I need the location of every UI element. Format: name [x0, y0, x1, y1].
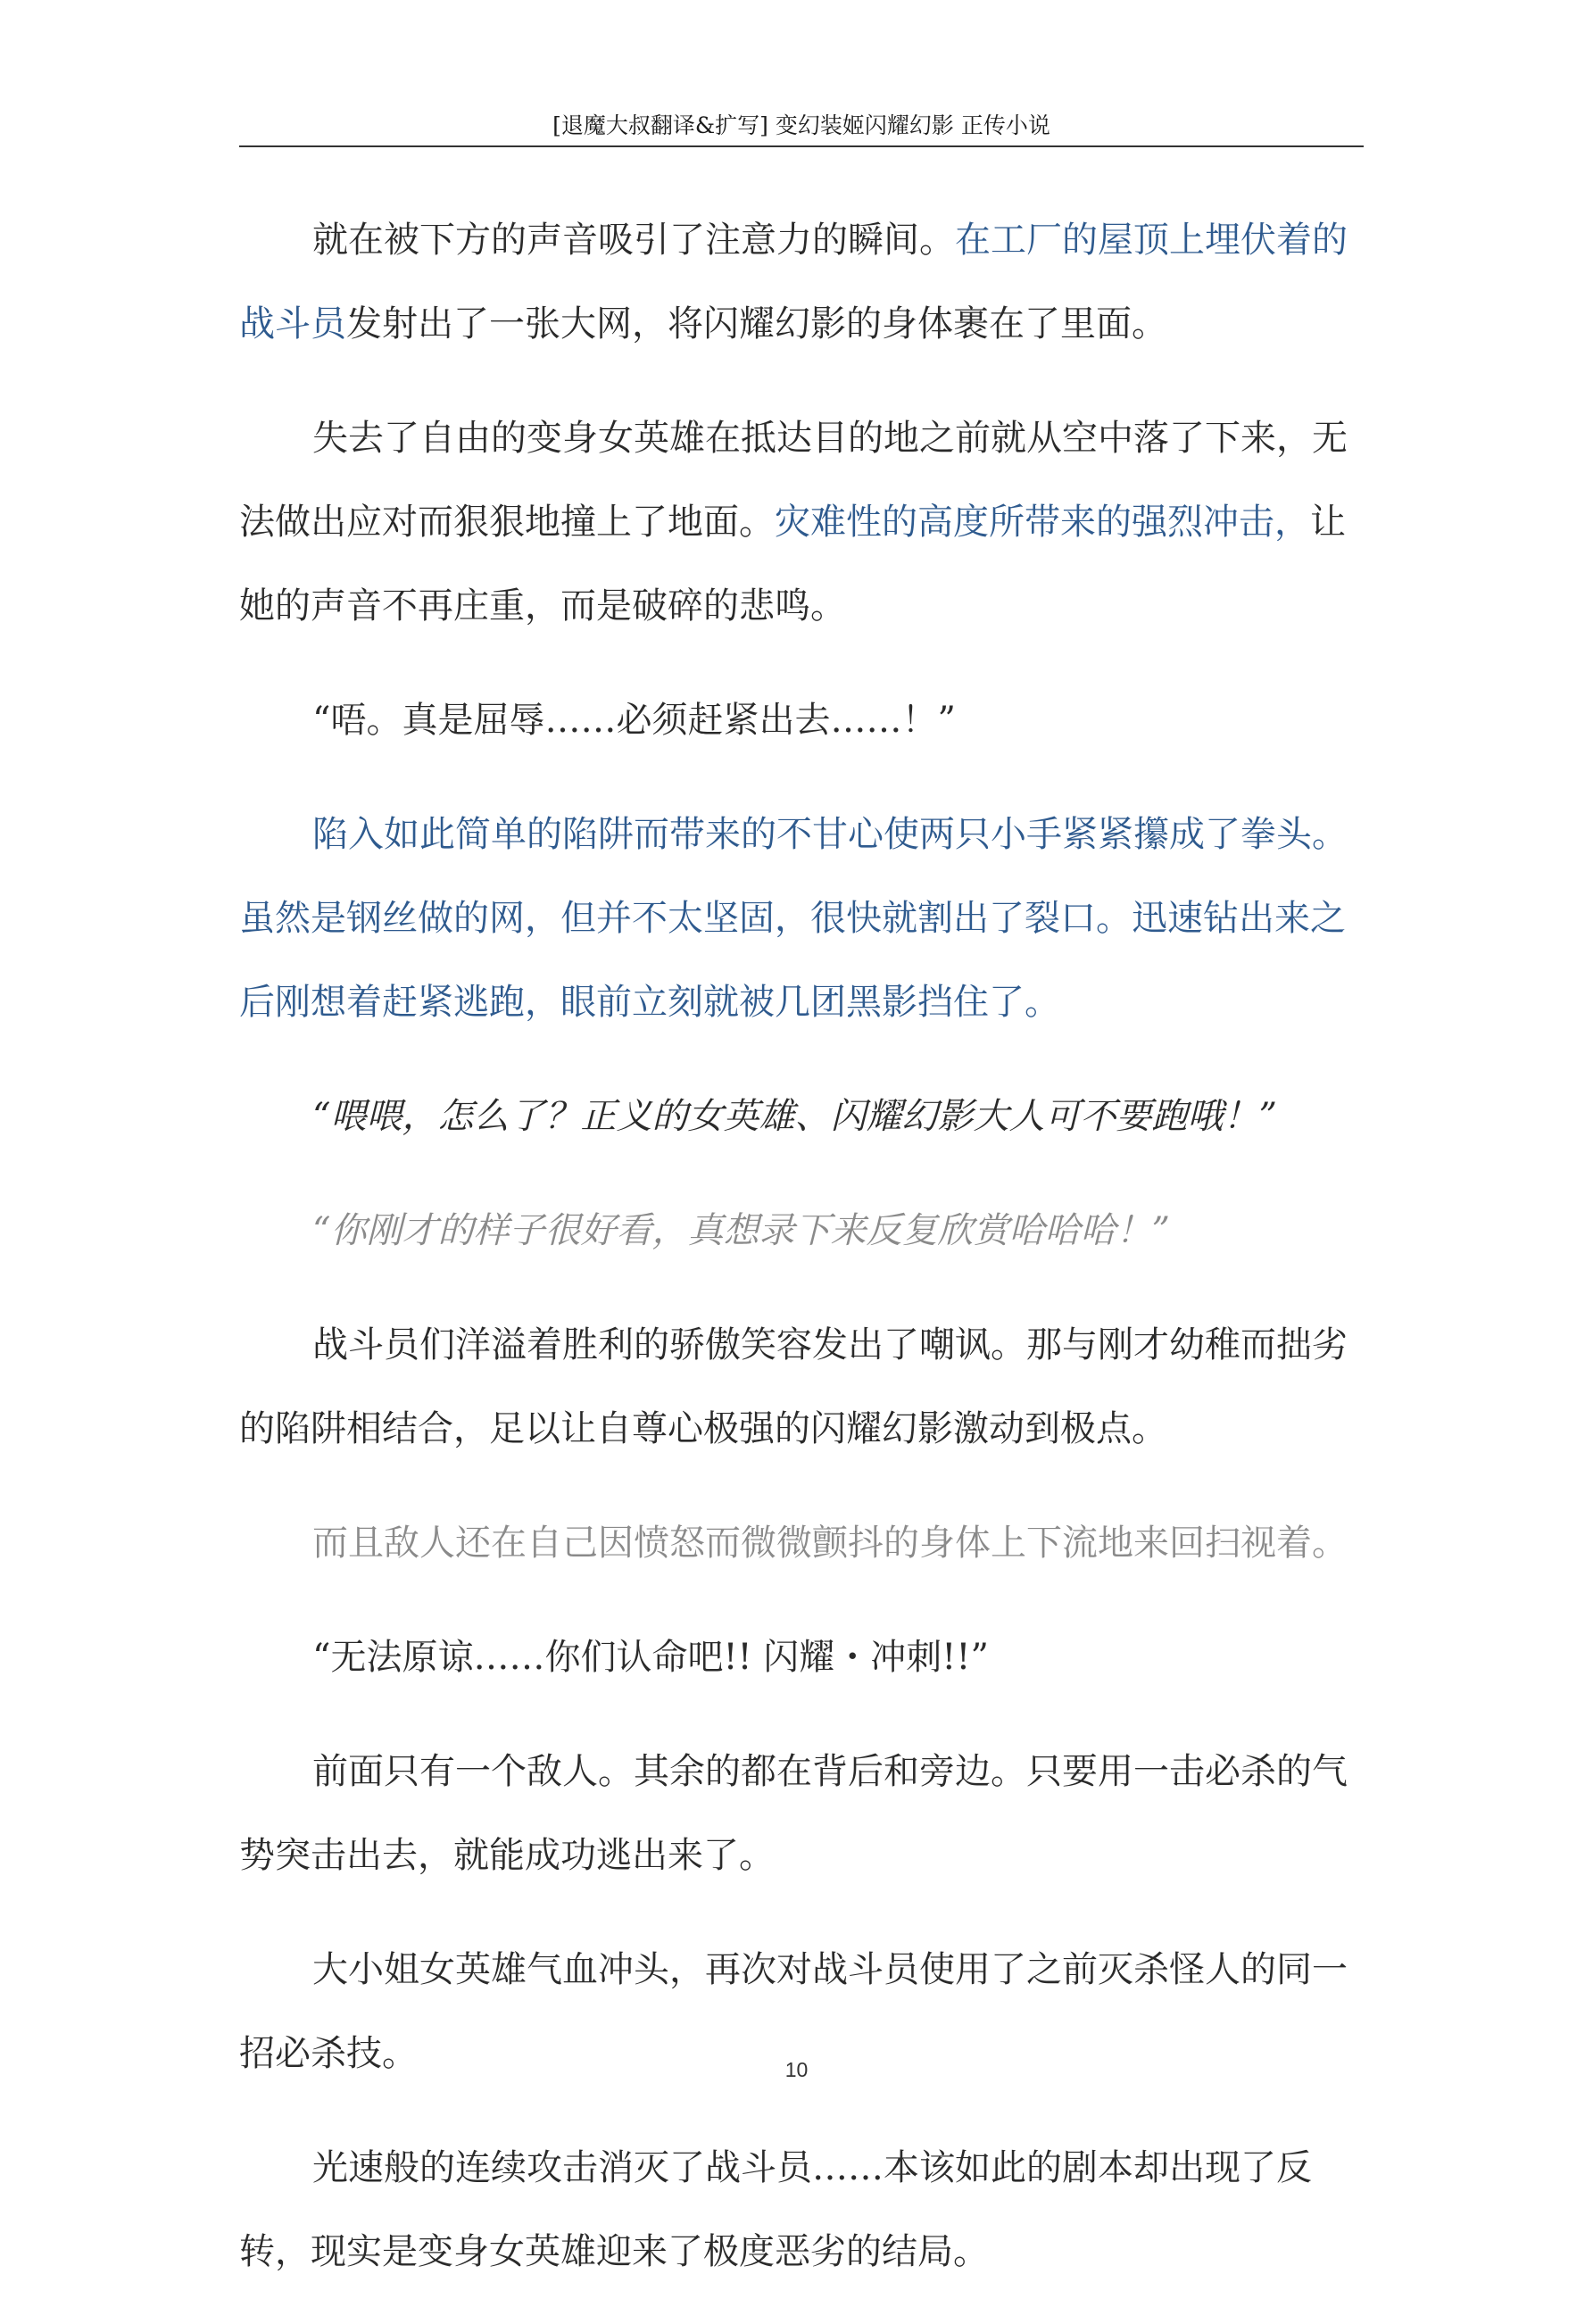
highlighted-text: 在工厂的屋顶上埋伏着的战斗员	[239, 220, 1348, 344]
paragraph-1: 就在被下方的声音吸引了注意力的瞬间。在工厂的屋顶上埋伏着的战斗员发射出了一张大网，将闪耀幻影的身体裹在了里面。	[239, 220, 1348, 344]
header-divider	[239, 145, 1364, 147]
paragraph-4: 陷入如此简单的陷阱而带来的不甘心使两只小手紧紧攥成了拳头。虽然是钢丝做的网，但并不太坚固，很快就割出了裂口。迅速钻出来之后刚想着赶紧逃跑，眼前立刻就被几团黑影挡住了。	[239, 814, 1348, 1023]
page-number: 10	[784, 2058, 809, 2081]
paragraph-6: “你刚才的样子很好看，真想录下来反复欣赏哈哈哈！”	[312, 1210, 1170, 1251]
paragraph-2: 失去了自由的变身女英雄在抵达目的地之前就从空中落了下来，无法做出应对而狠狠地撞上了地面。灾难性的高度所带来的强烈冲击，让她的声音不再庄重，而是破碎的悲鸣。	[239, 418, 1348, 627]
paragraph-9: “无法原谅……你们认命吧!! 闪耀・冲刺!!”	[312, 1637, 989, 1678]
paragraph-5: “喂喂，怎么了？正义的女英雄、闪耀幻影大人可不要跑哦！”	[312, 1096, 1277, 1137]
paragraph-11: 大小姐女英雄气血冲头，再次对战斗员使用了之前灭杀怪人的同一招必杀技。	[239, 1949, 1348, 2074]
paragraph-7: 战斗员们洋溢着胜利的骄傲笑容发出了嘲讽。那与刚才幼稚而拙劣的陷阱相结合，足以让自尊心极强的闪耀幻影激动到极点。	[239, 1324, 1348, 1449]
paragraph-12: 光速般的连续攻击消灭了战斗员……本该如此的剧本却出现了反转，现实是变身女英雄迎来了极度恶劣的结局。	[239, 2147, 1312, 2272]
paragraph-10: 前面只有一个敌人。其余的都在背后和旁边。只要用一击必杀的气势突击出去，就能成功逃出来了。	[239, 1751, 1348, 1876]
paragraph-8: 而且敌人还在自己因愤怒而微微颤抖的身体上下流地来回扫视着。	[312, 1523, 1348, 1564]
running-header: [退魔大叔翻译&扩写] 变幻装姬闪耀幻影 正传小说	[552, 112, 1050, 138]
paragraph-3: “唔。真是屈辱……必须赶紧出去……！”	[312, 700, 956, 741]
highlighted-text: 灾难性的高度所带来的强烈冲击，	[775, 502, 1310, 543]
document-body	[239, 198, 1364, 2324]
